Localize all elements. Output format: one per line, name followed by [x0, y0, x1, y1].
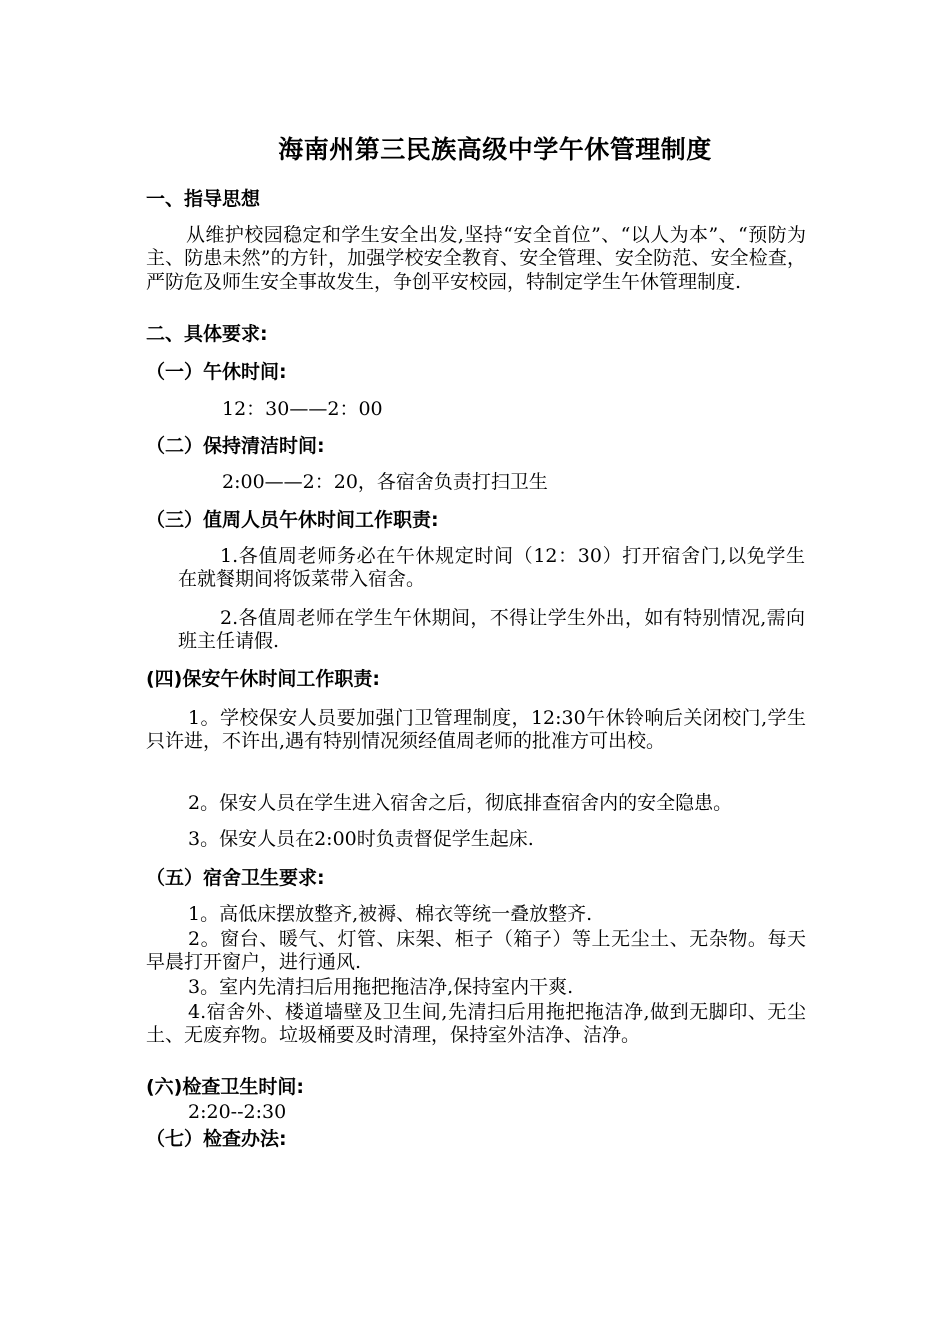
inspection-time-value: 2:20--2:30	[188, 1101, 287, 1123]
subheading-dorm-hygiene: （五）宿舍卫生要求:	[146, 867, 325, 889]
subheading-inspection-method: （七）检查办法:	[146, 1128, 287, 1150]
dorm-hygiene-item-1: 1。高低床摆放整齐,被褥、棉衣等统一叠放整齐.	[188, 903, 593, 925]
subheading-cleaning-time: （二）保持清洁时间:	[146, 435, 325, 457]
cleaning-time-value: 2:00——2：20，各宿舍负责打扫卫生	[222, 471, 548, 493]
duty-staff-item-2: 2.各值周老师在学生午休期间，不得让学生外出，如有特别情况,需向班主任请假.	[178, 607, 805, 653]
security-item-2: 2。保安人员在学生进入宿舍之后，彻底排查宿舍内的安全隐患。	[188, 792, 733, 814]
section-heading-guiding-thought: 一、指导思想	[146, 188, 261, 210]
guiding-thought-paragraph: 从维护校园稳定和学生安全出发,坚持“安全首位”、“以人为本”、“预防为主、防患未然”的方针，加强学校安全教育、安全管理、安全防范、安全检查，严防危及师生安全事故发生，争创平安校园，特制定学生午休管理制度.	[146, 224, 806, 293]
nap-time-value: 12：30——2：00	[222, 398, 383, 420]
subheading-security: (四)保安午休时间工作职责:	[146, 668, 380, 690]
subheading-nap-time: （一）午休时间:	[146, 361, 287, 383]
security-item-1: 1。学校保安人员要加强门卫管理制度，12:30午休铃响后关闭校门,学生只许进，不许出,遇有特别情况须经值周老师的批准方可出校。	[146, 707, 806, 753]
section-heading-requirements: 二、具体要求:	[146, 323, 268, 345]
dorm-hygiene-item-3: 3。室内先清扫后用拖把拖洁净,保持室内干爽.	[188, 976, 574, 998]
duty-staff-item-1: 1.各值周老师务必在午休规定时间（12：30）打开宿舍门,以免学生在就餐期间将饭菜带入宿舍。	[178, 545, 805, 591]
security-item-3: 3。保安人员在2:00时负责督促学生起床.	[188, 828, 534, 850]
dorm-hygiene-item-2: 2。窗台、暖气、灯管、床架、柜子（箱子）等上无尘土、无杂物。每天早晨打开窗户，进行通风.	[146, 928, 806, 974]
subheading-inspection-time: (六)检查卫生时间:	[146, 1076, 304, 1098]
document-title: 海南州第三民族高级中学午休管理制度	[278, 135, 712, 164]
dorm-hygiene-item-4: 4.宿舍外、楼道墙壁及卫生间,先清扫后用拖把拖洁净,做到无脚印、无尘土、无废弃物。垃圾桶要及时清理，保持室外洁净、洁净。	[146, 1001, 806, 1047]
subheading-duty-staff: （三）值周人员午休时间工作职责:	[146, 509, 439, 531]
